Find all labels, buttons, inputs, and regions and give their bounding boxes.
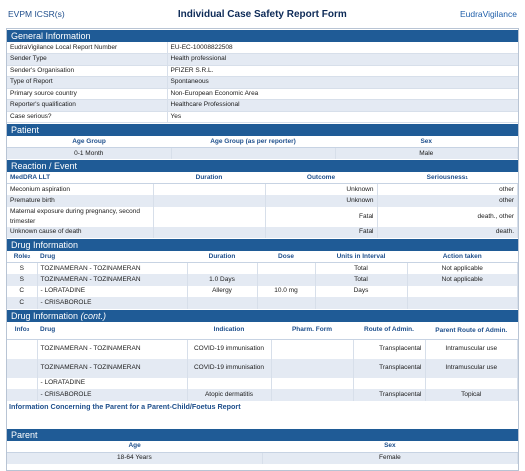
drug-units: Total: [315, 274, 407, 286]
general-info-value: Non-European Economic Area: [167, 88, 518, 100]
reaction-outcome: Fatal: [265, 227, 377, 239]
parent-row: [7, 452, 518, 464]
drug-name: - LORATADINE: [37, 286, 187, 298]
reaction-meddra-term: Meconium aspiration: [7, 184, 153, 196]
drug-dose: [257, 297, 315, 309]
general-info-row: [7, 111, 518, 123]
drug-dose: [257, 263, 315, 275]
general-info-value: Spontaneous: [167, 77, 518, 89]
drug-cont-pharm-form: [271, 359, 353, 378]
section-drug-information-cont: Drug Information (cont.): [7, 310, 518, 322]
drug-action: Not applicable: [407, 274, 518, 286]
general-info-label: EudraVigilance Local Report Number: [7, 42, 167, 54]
drug-row: [7, 286, 518, 298]
drug-role: C: [7, 297, 37, 309]
drug-units: [315, 297, 407, 309]
drug-col-drug: Drug: [37, 251, 187, 263]
reaction-outcome: Unknown: [265, 184, 377, 196]
general-information-table: [7, 42, 518, 123]
reaction-duration: [153, 227, 265, 239]
parent-sex: Female: [262, 452, 517, 464]
general-info-label: Primary source country: [7, 88, 167, 100]
section-reaction-event: Reaction / Event: [7, 160, 518, 172]
drug-cont-row: [7, 359, 518, 378]
drug-cont-indication: Atopic dermatitis: [187, 389, 271, 401]
patient-table: [7, 136, 518, 159]
general-info-value: Healthcare Professional: [167, 100, 518, 112]
drug-cont-route: Transplacental: [353, 389, 425, 401]
reaction-duration: [153, 195, 265, 207]
drug-units: Days: [315, 286, 407, 298]
reaction-outcome: Fatal: [265, 207, 377, 227]
reaction-seriousness: death., other: [377, 207, 518, 227]
drug-name: - CRISABOROLE: [37, 297, 187, 309]
general-info-value: Health professional: [167, 54, 518, 66]
drug-cont-pharm-form: [271, 378, 353, 390]
drug-col-role: Role$^2$: [7, 251, 37, 263]
drug-cont-info: [7, 378, 37, 390]
drug-duration: [187, 297, 257, 309]
general-info-row: [7, 88, 518, 100]
section-patient: Patient: [7, 124, 518, 136]
drug-role: S: [7, 263, 37, 275]
general-info-row: [7, 100, 518, 112]
drug-dose: [257, 274, 315, 286]
drug-cont-pharm-form: [271, 389, 353, 401]
report-header: [6, 0, 519, 28]
general-info-label: Sender Type: [7, 54, 167, 66]
reaction-meddra-term: Unknown cause of death: [7, 227, 153, 239]
drug-units: Total: [315, 263, 407, 275]
drug-cont-name: - CRISABOROLE: [37, 389, 187, 401]
drug-cont-info: [7, 389, 37, 401]
general-info-row: [7, 54, 518, 66]
drug-action: Not applicable: [407, 263, 518, 275]
patient-age-group-reporter: [171, 148, 335, 160]
section-spacer: [7, 413, 518, 428]
patient-col-age-group: Age Group: [7, 136, 171, 148]
drug-cont-table: [7, 322, 518, 401]
drug-cont-col-pharm-form: Pharm. Form: [271, 322, 353, 340]
general-info-row: [7, 77, 518, 89]
patient-row: [7, 148, 518, 160]
drug-row: [7, 297, 518, 309]
drug-action: [407, 297, 518, 309]
drug-cont-route: Transplacental: [353, 340, 425, 359]
general-info-label: Sender's Organisation: [7, 65, 167, 77]
general-info-label: Reporter's qualification: [7, 100, 167, 112]
general-info-label: Case serious?: [7, 111, 167, 123]
drug-col-duration: Duration: [187, 251, 257, 263]
reaction-col-outcome: Outcome: [265, 172, 377, 184]
reaction-table: [7, 172, 518, 238]
drug-col-action: Action taken: [407, 251, 518, 263]
parent-info-heading: Information Concerning the Parent for a Parent-Child/Foetus Report: [9, 401, 241, 411]
drug-cont-col-parent-route: Parent Route of Admin.: [425, 322, 518, 340]
drug-cont-route: [353, 378, 425, 390]
reaction-meddra-term: Maternal exposure during pregnancy, second trimester: [7, 207, 153, 227]
general-info-value: PFIZER S.R.L.: [167, 65, 518, 77]
drug-name: TOZINAMERAN - TOZINAMERAN: [37, 274, 187, 286]
drug-cont-col-indication: Indication: [187, 322, 271, 340]
drug-role: S: [7, 274, 37, 286]
general-info-row: [7, 42, 518, 54]
patient-col-age-group-reporter: Age Group (as per reporter): [171, 136, 335, 148]
reaction-meddra-term: Premature birth: [7, 195, 153, 207]
reaction-outcome: Unknown: [265, 195, 377, 207]
drug-dose: 10.0 mg: [257, 286, 315, 298]
drug-cont-name: TOZINAMERAN - TOZINAMERAN: [37, 359, 187, 378]
drug-name: TOZINAMERAN - TOZINAMERAN: [37, 263, 187, 275]
reaction-seriousness: other: [377, 195, 518, 207]
drug-cont-row: [7, 389, 518, 401]
general-info-label: Type of Report: [7, 77, 167, 89]
patient-age-group: 0-1 Month: [7, 148, 171, 160]
header-right-label: EudraVigilance: [459, 9, 517, 19]
drug-cont-parent-route: Intramuscular use: [425, 359, 518, 378]
drug-table: [7, 251, 518, 309]
patient-col-sex: Sex: [335, 136, 518, 148]
section-general-information: General Information: [7, 30, 518, 42]
reaction-col-meddra: MedDRA LLT: [7, 172, 153, 184]
drug-cont-row: [7, 340, 518, 359]
drug-role: C: [7, 286, 37, 298]
header-left-label: EVPM ICSR(s): [8, 9, 65, 19]
drug-cont-name: TOZINAMERAN - TOZINAMERAN: [37, 340, 187, 359]
reaction-duration: [153, 184, 265, 196]
role-footnote-marker: 2: [27, 253, 31, 259]
parent-col-age: Age: [7, 441, 262, 453]
reaction-col-seriousness: Seriousness$^1$: [377, 172, 518, 184]
reaction-seriousness: other: [377, 184, 518, 196]
drug-cont-col-route: Route of Admin.: [353, 322, 425, 340]
drug-duration: 1.0 Days: [187, 274, 257, 286]
drug-cont-name: - LORATADINE: [37, 378, 187, 390]
reaction-row: [7, 207, 518, 227]
patient-sex: Male: [335, 148, 518, 160]
reaction-seriousness: death.: [377, 227, 518, 239]
drug-cont-pharm-form: [271, 340, 353, 359]
section-parent: Parent: [7, 429, 518, 441]
reaction-row: [7, 227, 518, 239]
parent-table: [7, 441, 518, 464]
general-info-value: EU-EC-10008822508: [167, 42, 518, 54]
drug-cont-indication: [187, 378, 271, 390]
info-footnote-marker: 3: [26, 327, 30, 333]
reaction-row: [7, 184, 518, 196]
drug-row: [7, 274, 518, 286]
drug-cont-indication: COVID-19 immunisation: [187, 340, 271, 359]
drug-cont-parent-route: [425, 378, 518, 390]
parent-col-sex: Sex: [262, 441, 517, 453]
seriousness-footnote-marker: 1: [465, 174, 468, 180]
drug-duration: [187, 263, 257, 275]
drug-cont-col-drug: Drug: [37, 322, 187, 340]
drug-col-units: Units in Interval: [315, 251, 407, 263]
parent-age: 18-64 Years: [7, 452, 262, 464]
report-frame: [6, 28, 519, 471]
drug-action: [407, 286, 518, 298]
drug-cont-route: Transplacental: [353, 359, 425, 378]
drug-cont-row: [7, 378, 518, 390]
reaction-col-duration: Duration: [153, 172, 265, 184]
drug-cont-parent-route: Intramuscular use: [425, 340, 518, 359]
drug-cont-parent-route: Topical: [425, 389, 518, 401]
reaction-row: [7, 195, 518, 207]
drug-cont-col-info: Info$^3$: [7, 322, 37, 340]
reaction-duration: [153, 207, 265, 227]
section-drug-information: Drug Information: [7, 239, 518, 251]
drug-row: [7, 263, 518, 275]
general-info-row: [7, 65, 518, 77]
drug-cont-indication: COVID-19 immunisation: [187, 359, 271, 378]
general-info-value: Yes: [167, 111, 518, 123]
report-title: Individual Case Safety Report Form: [177, 8, 347, 20]
drug-cont-info: [7, 340, 37, 359]
drug-cont-info: [7, 359, 37, 378]
drug-duration: Allergy: [187, 286, 257, 298]
drug-col-dose: Dose: [257, 251, 315, 263]
